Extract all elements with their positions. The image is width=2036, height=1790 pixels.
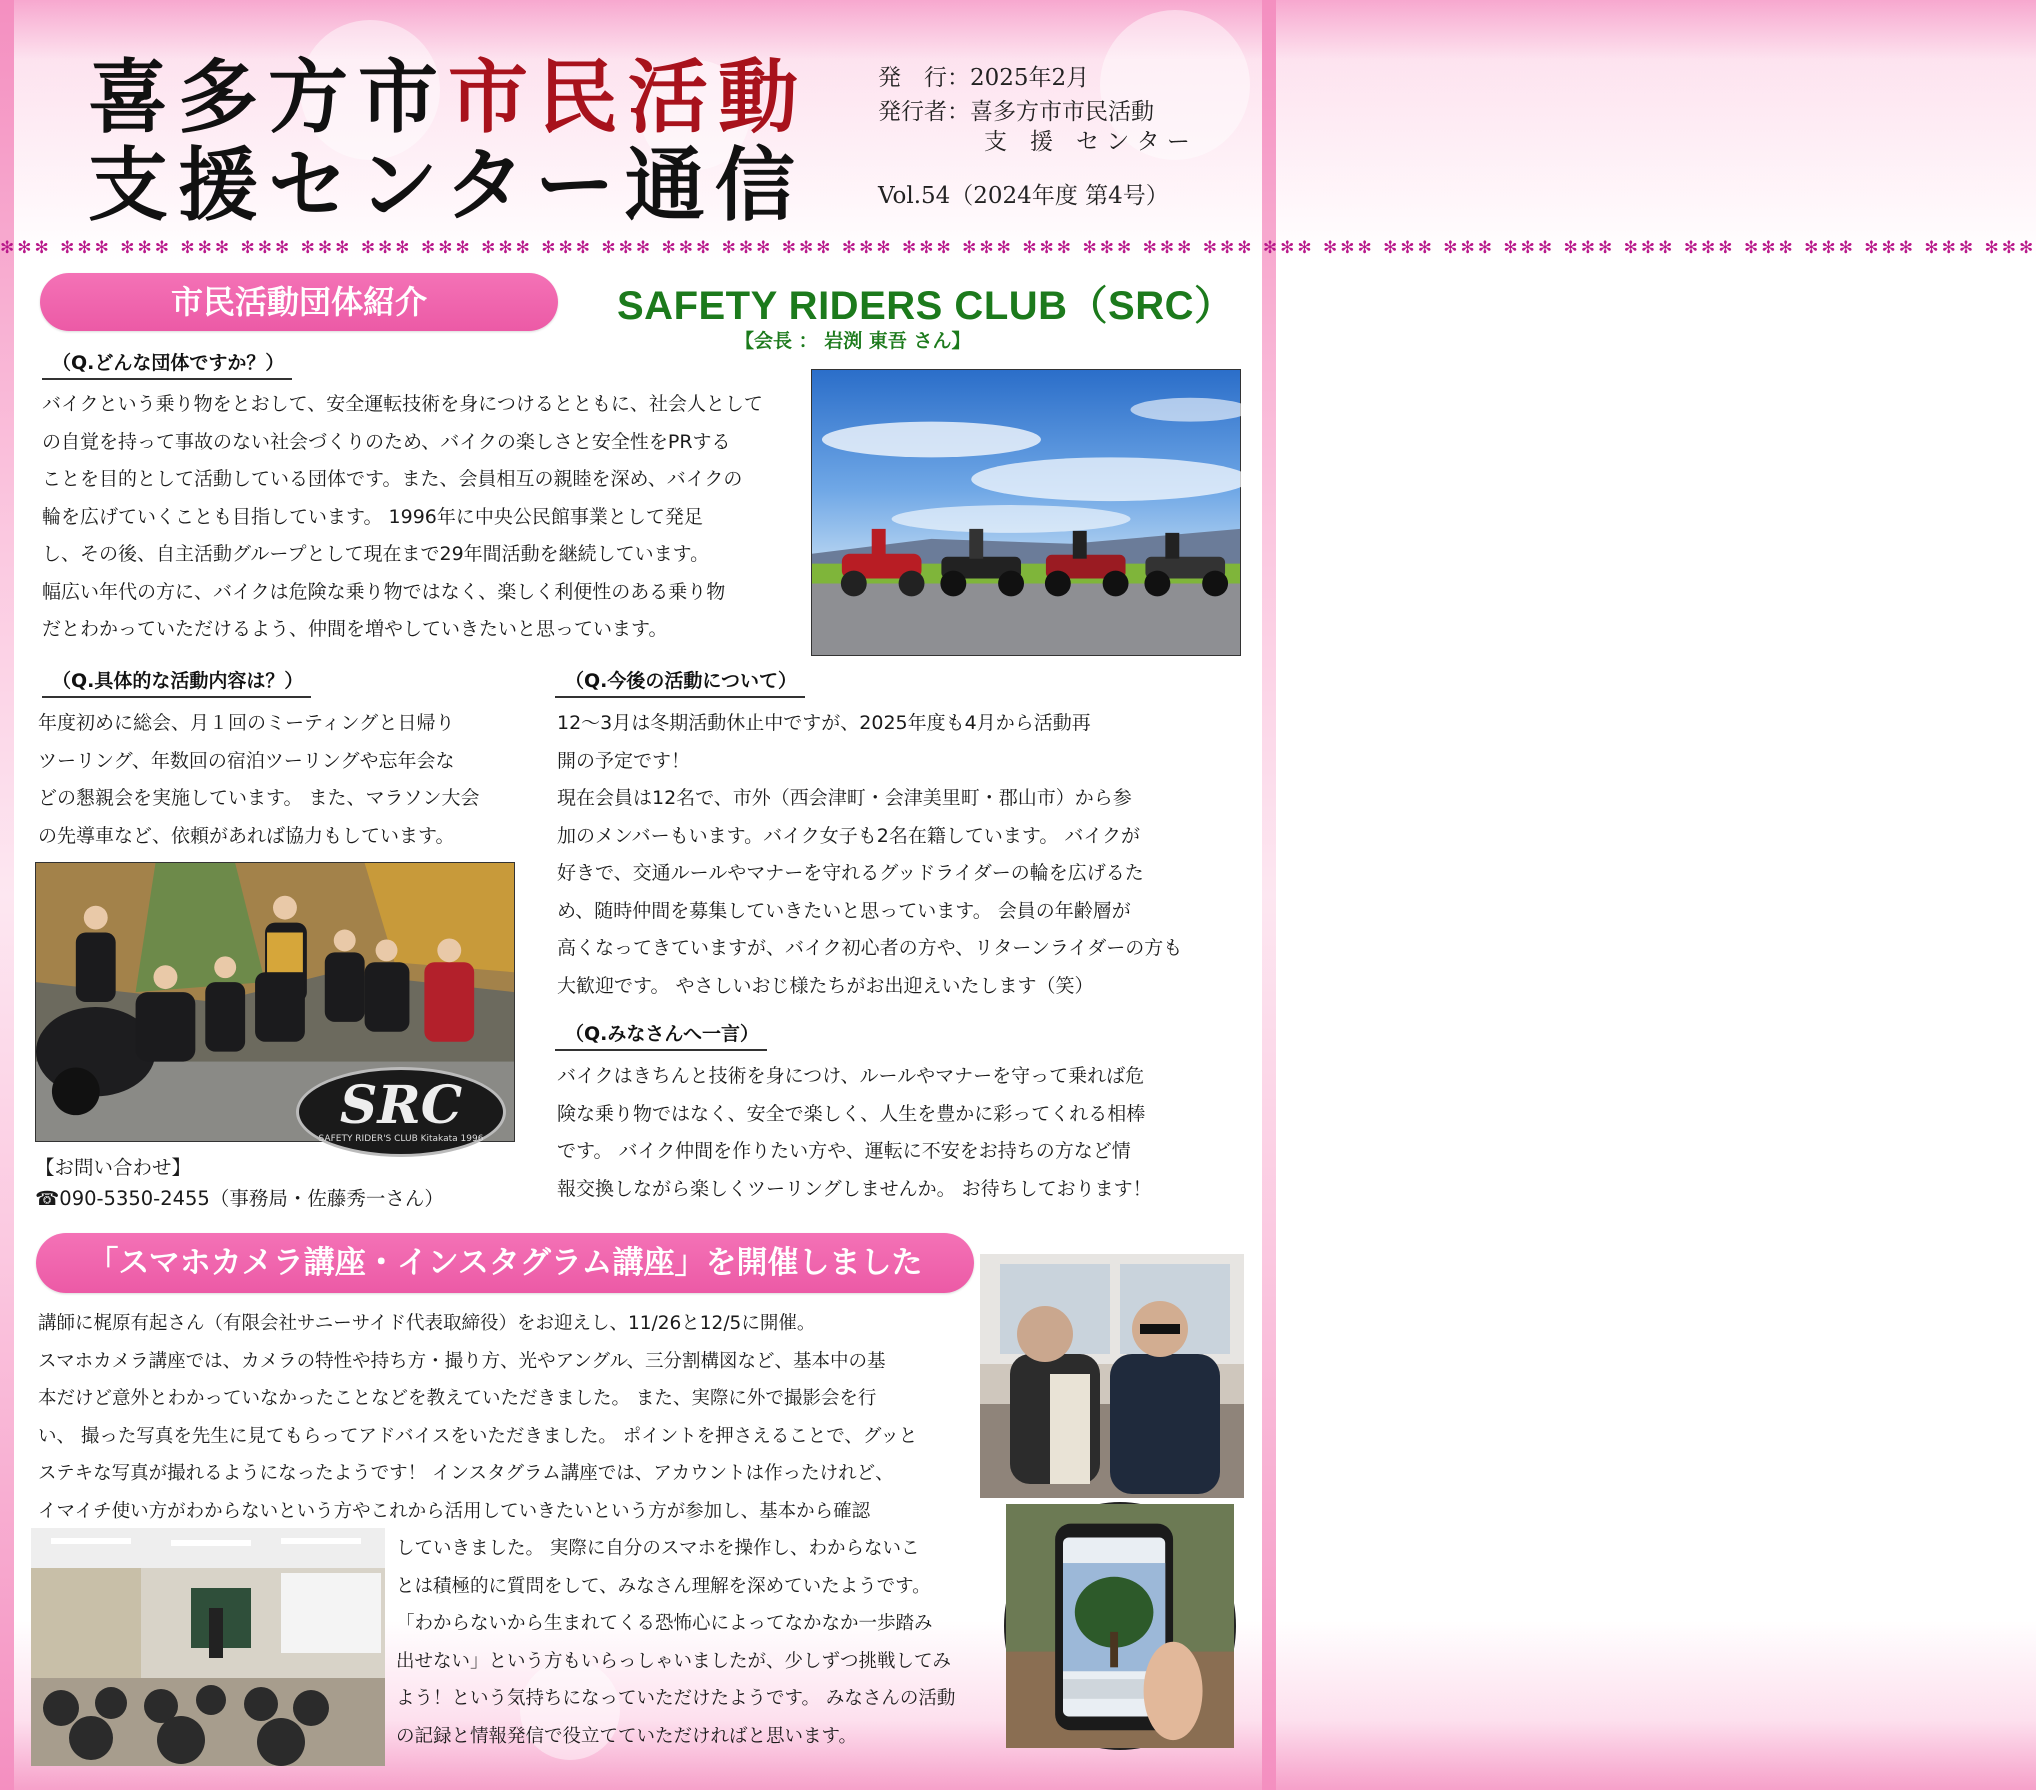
src-logo-text: SRC — [339, 1075, 463, 1136]
section-pill-group-intro: 市民活動団体紹介 — [40, 273, 558, 331]
publisher-line2: 支 援 セ ン タ ー — [984, 129, 1190, 155]
seminar-text-full: 講師に梶原有起さん（有限会社サニーサイド代表取締役）をお迎えし、11/26と12/5に開催。 スマホカメラ講座では、カメラの特性や持ち方・撮り方、光やアングル、三分割構図など、基本中の基 本だけど意外とわかっていなかったことなどを教えていただきました。 また、実際に外で撮影会を行 い、 撮った写真を先生に見てもらってアドバイスをいただきました。 ポイントを押さえることで、グッと ステキな写真が撮れるようになったようです！ インスタグラム講座では、アカウントは作ったけれど、 イマイチ使い方がわからないという方やこれから活用していきたいという方が参加し、基本から確認 — [38, 1313, 918, 1522]
src-logo-subtext: SAFETY RIDER'S CLUB Kitakata 1996 — [318, 1134, 484, 1144]
answer-activities: 年度初めに総会、月１回のミーティングと日帰り ツーリング、年数回の宿泊ツーリングや忘年会な どの懇親会を実施しています。 また、マラソン大会 の先導車など、依頼があれば協力もしています。 — [38, 712, 480, 847]
masthead-title-red: 市民活動 — [448, 50, 808, 144]
publisher: 発行者：喜多方市市民活動 — [878, 99, 1154, 125]
answer-future: 12～3月は冬期活動休止中ですが、2025年度も4月から活動再 開の予定です！ 現在会員は12名で、市外（西会津町・会津美里町・郡山市）から参 加のメンバーもいます。バイク女子も2名在籍しています。 バイクが 好きで、交通ルールやマナーを守れるグッドライダーの輪を広げるた め、随時仲間を募集していきたいと思っています。 会員の年齢層が 高くなってきていますが、バイク初心者の方や、リターンライダーの方も 大歓迎です。 やさしいおじ様たちがお出迎えいたします（笑） — [557, 712, 1183, 997]
answer-what: バイクという乗り物をとおして、安全運転技術を身につけるとともに、社会人として の自覚を持って事故のない社会づくりのため、バイクの楽しさと安全性をPRする ことを目的として活動している団体です。また、会員相互の親睦を深め、バイクの 輪を広げていくことも目指しています。 1996年に中央公民館事業として発足 し、その後、自主活動グループとして現在まで29年間活動を継続しています。 幅広い年代の方に、バイクは危険な乗り物ではなく、楽しく利便性のある乗り物 だとわかっていただけるよう、仲間を増やしていきたいと思っています。 — [42, 393, 763, 640]
dotted-divider: ✻✻✻ ✻✻✻ ✻✻✻ ✻✻✻ ✻✻✻ ✻✻✻ ✻✻✻ ✻✻✻ ✻✻✻ ✻✻✻ ✻✻✻ ✻✻✻ ✻✻✻ ✻✻✻ ✻✻✻ ✻✻✻ ✻✻✻ ✻✻✻ ✻✻✻ ✻✻✻ ✻✻✻ ✻✻✻ ✻✻✻ ✻✻✻ ✻✻✻ ✻✻✻ ✻✻✻ ✻✻✻ ✻✻✻ ✻✻✻ ✻✻✻ ✻✻✻ ✻✻✻ ✻✻✻ — [0, 238, 2036, 258]
masthead-title-black: 喜多方市 — [88, 50, 448, 144]
club-chair: 【会長 ： 岩渕 東吾 さん】 — [735, 330, 971, 352]
masthead-title-line2: 支援センター通信 — [88, 138, 805, 232]
contact-label: 【お問い合わせ】 — [35, 1156, 192, 1179]
answer-message: バイクはきちんと技術を身につけ、ルールやマナーを守って乗れば危 険な乗り物ではなく、安全で楽しく、人生を豊かに彩ってくれる相棒 です。 バイク仲間を作りたい方や、運転に不安をお持ちの方など情 報交換しながら楽しくツーリングしませんか。 お待ちしております！ — [557, 1065, 1152, 1200]
masthead-title-line1 — [88, 52, 808, 142]
classroom-photo — [31, 1528, 385, 1766]
seminar-text-narrow: していきました。 実際に自分のスマホを操作し、わからないこ とは積極的に質問をして、みなさん理解を深めていたようです。 「わからないから生まれてくる恐怖心によってなかなか一歩踏み 出せない」という方もいらっしゃいましたが、少しずつ挑戦してみ よう！という気持ちになっていただけたようです。 みなさんの活動 の記録と情報発信で役立てていただければと思います。 — [396, 1538, 956, 1747]
lecture-closeup-photo — [980, 1254, 1244, 1498]
question-heading-future: （Q.今後の活動について） — [555, 666, 805, 698]
smartphone-oval-photo — [1004, 1502, 1236, 1750]
page-frame-left — [0, 0, 14, 1790]
question-heading-what: （Q.どんな団体ですか？） — [42, 348, 292, 380]
volume-number: Vol.54（2024年度 第4号） — [878, 183, 1169, 209]
touring-photo — [811, 369, 1241, 656]
question-heading-message: （Q.みなさんへ一言） — [555, 1019, 767, 1051]
contact-phone: ☎090-5350-2455（事務局・佐藤秀一さん） — [35, 1187, 444, 1210]
issue-date: 発 行：2025年2月 — [878, 65, 1090, 91]
section-pill-seminar: 「スマホカメラ講座・インスタグラム講座」を開催しました — [36, 1233, 974, 1293]
question-heading-activities: （Q.具体的な活動内容は？） — [42, 666, 311, 698]
club-name: SAFETY RIDERS CLUB（SRC） — [617, 284, 1235, 328]
src-logo — [296, 1067, 506, 1157]
page-frame-right — [1262, 0, 1276, 1790]
